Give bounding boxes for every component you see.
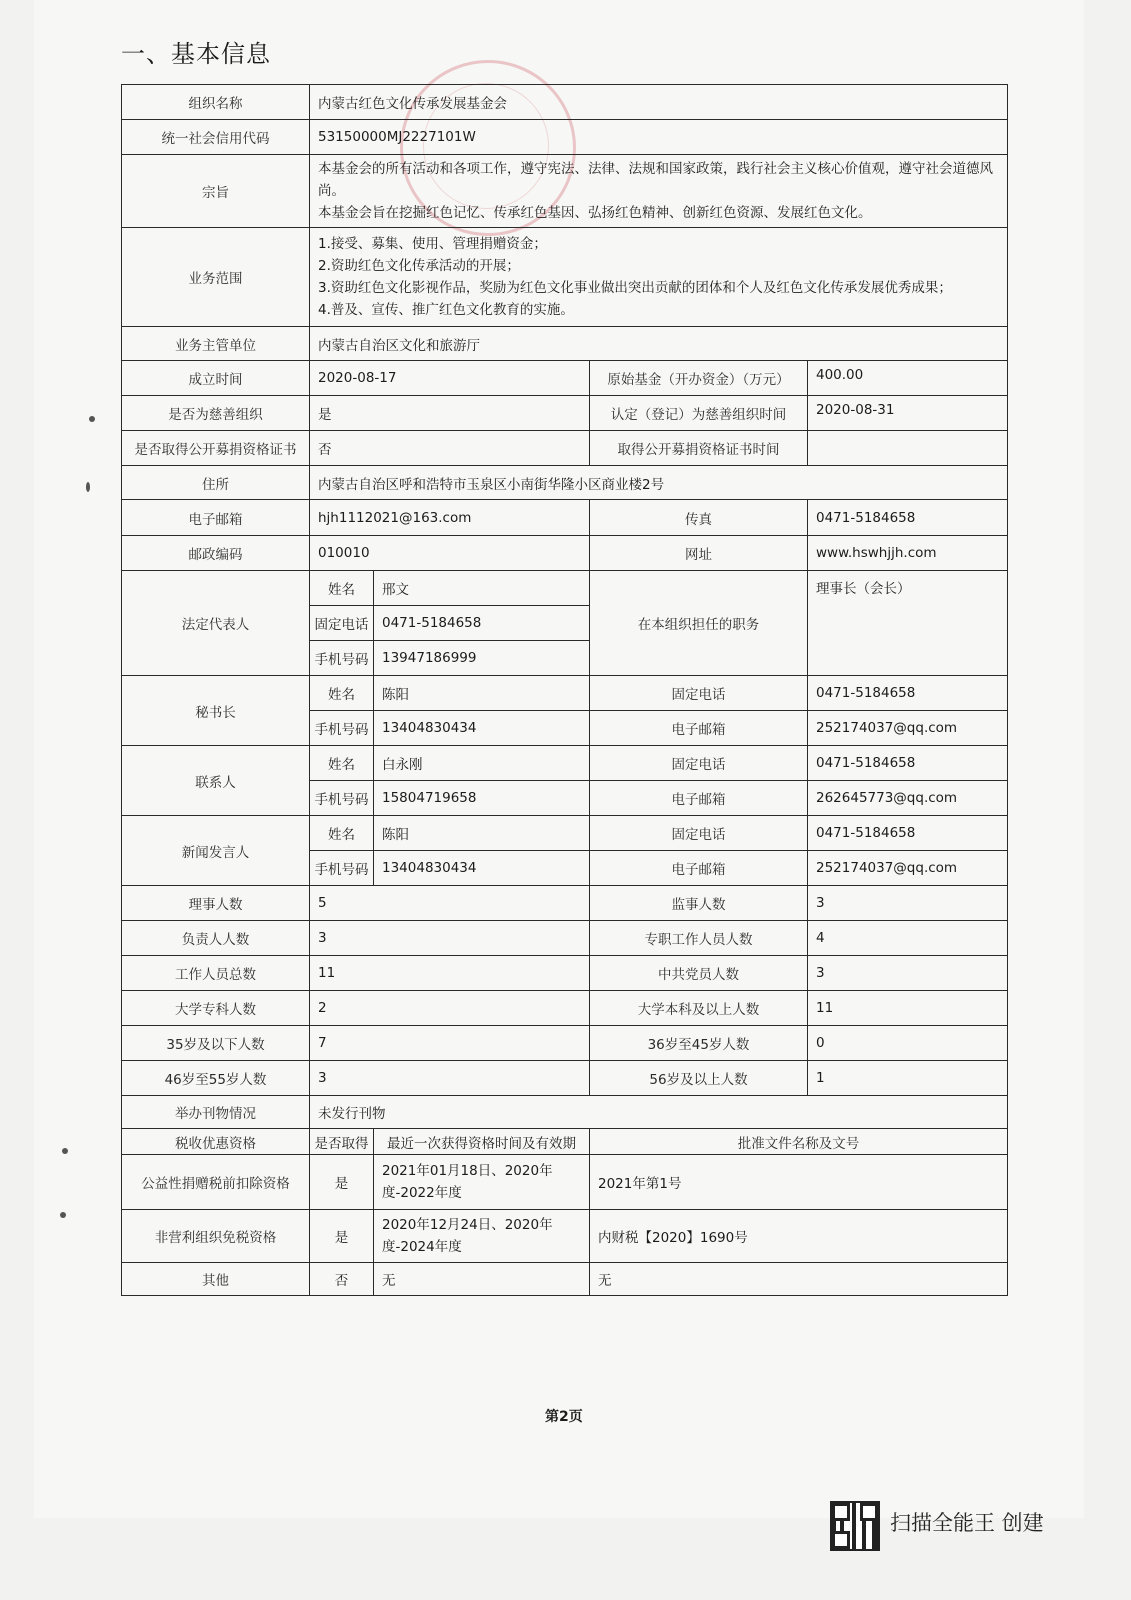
stat-value: 4: [808, 921, 1008, 956]
spokesperson-mobile-label: 手机号码: [310, 851, 374, 886]
founded-label: 成立时间: [122, 361, 310, 396]
legal-rep-position-label: 在本组织担任的职务: [590, 571, 808, 676]
address-label: 住所: [122, 466, 310, 500]
table-row: [122, 466, 1008, 500]
scanner-watermark: [830, 1497, 1090, 1549]
tax-label: 税收优惠资格: [122, 1129, 310, 1155]
table-row: [122, 746, 1008, 781]
charity-date-label: 认定（登记）为慈善组织时间: [590, 396, 808, 431]
tax-row-obtained: 否: [310, 1263, 374, 1296]
scope-line: 1.接受、募集、使用、管理捐赠资金；: [318, 236, 547, 252]
table-row: [122, 500, 1008, 536]
spokesperson-name: 陈阳: [374, 816, 590, 851]
org-name-value: 内蒙古红色文化传承发展基金会: [310, 85, 1008, 120]
scan-speck: [86, 482, 90, 492]
legal-rep-position: 理事长（会长）: [808, 571, 1008, 676]
table-row: [122, 816, 1008, 851]
tax-row-obtained: 是: [310, 1210, 374, 1263]
secretary-phone-label: 固定电话: [590, 676, 808, 711]
credit-code-label: 统一社会信用代码: [122, 120, 310, 155]
scan-speck: [89, 416, 95, 422]
cert-label: 是否取得公开募捐资格证书: [122, 431, 310, 466]
contact-phone: 0471-5184658: [808, 746, 1008, 781]
stat-label: 35岁及以下人数: [122, 1026, 310, 1061]
stat-label: 大学专科人数: [122, 991, 310, 1026]
secretary-phone: 0471-5184658: [808, 676, 1008, 711]
tax-row: [122, 1263, 1008, 1296]
spokesperson-phone-label: 固定电话: [590, 816, 808, 851]
stat-value: 1: [808, 1061, 1008, 1096]
stat-label: 理事人数: [122, 886, 310, 921]
table-row: [122, 327, 1008, 361]
tax-col-time: 最近一次获得资格时间及有效期: [374, 1129, 590, 1155]
scope-line: 2.资助红色文化传承活动的开展；: [318, 258, 520, 274]
tax-row-doc: 内财税【2020】1690号: [590, 1210, 1008, 1263]
credit-code-value: 53150000MJ2227101W: [310, 120, 1008, 155]
tax-row-doc: 无: [590, 1263, 1008, 1296]
scan-speck: [60, 1212, 66, 1218]
postcode-value: 010010: [310, 536, 590, 571]
charity-label: 是否为慈善组织: [122, 396, 310, 431]
table-row: [122, 361, 1008, 396]
spokesperson-mobile: 13404830434: [374, 851, 590, 886]
secretary-mobile: 13404830434: [374, 711, 590, 746]
legal-rep-name: 邢文: [374, 571, 590, 606]
stat-row: [122, 1061, 1008, 1096]
section-title: 一、基本信息: [121, 40, 271, 68]
tax-row: [122, 1155, 1008, 1210]
table-row: [122, 571, 1008, 606]
secretary-name: 陈阳: [374, 676, 590, 711]
stat-value: 3: [808, 886, 1008, 921]
table-row: [122, 396, 1008, 431]
org-name-label: 组织名称: [122, 85, 310, 120]
postcode-label: 邮政编码: [122, 536, 310, 571]
qr-code-icon: [830, 1501, 880, 1551]
table-row: [122, 676, 1008, 711]
stat-value: 3: [310, 921, 590, 956]
tax-row-time: 2021年01月18日、2020年度-2022年度: [374, 1155, 590, 1210]
stat-value: 0: [808, 1026, 1008, 1061]
stat-row: [122, 956, 1008, 991]
founded-value: 2020-08-17: [310, 361, 590, 396]
legal-rep-mobile-label: 手机号码: [310, 641, 374, 676]
contact-mobile: 15804719658: [374, 781, 590, 816]
stat-label: 大学本科及以上人数: [590, 991, 808, 1026]
cert-value: 否: [310, 431, 590, 466]
tax-row: [122, 1210, 1008, 1263]
email-value: hjh1112021@163.com: [310, 500, 590, 536]
purpose-line: 本基金会的所有活动和各项工作，遵守宪法、法律、法规和国家政策，践行社会主义核心价值观，遵守社会道德风尚。: [318, 161, 993, 199]
cert-date-value: [808, 431, 1008, 466]
spokesperson-name-label: 姓名: [310, 816, 374, 851]
stat-label: 负责人人数: [122, 921, 310, 956]
stat-label: 工作人员总数: [122, 956, 310, 991]
stat-value: 5: [310, 886, 590, 921]
scope-line: 3.资助红色文化影视作品，奖励为红色文化事业做出突出贡献的团体和个人及红色文化传承发展优秀成果；: [318, 280, 952, 296]
scan-speck: [62, 1148, 68, 1154]
tax-row-time: 无: [374, 1263, 590, 1296]
tax-row-label: 其他: [122, 1263, 310, 1296]
fax-value: 0471-5184658: [808, 500, 1008, 536]
tax-row-doc: 2021年第1号: [590, 1155, 1008, 1210]
legal-rep-mobile: 13947186999: [374, 641, 590, 676]
supervisor-label: 业务主管单位: [122, 327, 310, 361]
stat-label: 专职工作人员人数: [590, 921, 808, 956]
website-value: www.hswhjjh.com: [808, 536, 1008, 571]
legal-rep-name-label: 姓名: [310, 571, 374, 606]
scope-value: [310, 228, 1008, 327]
fund-label: 原始基金（开办资金）（万元）: [590, 361, 808, 396]
secretary-mobile-label: 手机号码: [310, 711, 374, 746]
tax-col-obtained: 是否取得: [310, 1129, 374, 1155]
spokesperson-email-label: 电子邮箱: [590, 851, 808, 886]
scanner-brand-text: 扫描全能王 创建: [890, 1511, 1044, 1535]
stat-value: 11: [310, 956, 590, 991]
contact-phone-label: 固定电话: [590, 746, 808, 781]
spokesperson-label: 新闻发言人: [122, 816, 310, 886]
website-label: 网址: [590, 536, 808, 571]
stat-label: 56岁及以上人数: [590, 1061, 808, 1096]
spokesperson-email: 252174037@qq.com: [808, 851, 1008, 886]
scope-label: 业务范围: [122, 228, 310, 327]
tax-row-time: 2020年12月24日、2020年度-2024年度: [374, 1210, 590, 1263]
secretary-email: 252174037@qq.com: [808, 711, 1008, 746]
table-row: [122, 228, 1008, 327]
email-label: 电子邮箱: [122, 500, 310, 536]
charity-date-value: 2020-08-31: [808, 396, 1008, 431]
table-row: [122, 1129, 1008, 1155]
contact-name-label: 姓名: [310, 746, 374, 781]
legal-rep-phone-label: 固定电话: [310, 606, 374, 641]
publication-label: 举办刊物情况: [122, 1096, 310, 1129]
contact-email-label: 电子邮箱: [590, 781, 808, 816]
contact-label: 联系人: [122, 746, 310, 816]
contact-mobile-label: 手机号码: [310, 781, 374, 816]
stat-row: [122, 921, 1008, 956]
stat-label: 监事人数: [590, 886, 808, 921]
cert-date-label: 取得公开募捐资格证书时间: [590, 431, 808, 466]
supervisor-value: 内蒙古自治区文化和旅游厅: [310, 327, 1008, 361]
stat-label: 中共党员人数: [590, 956, 808, 991]
table-row: [122, 1096, 1008, 1129]
stat-row: [122, 991, 1008, 1026]
stat-label: 36岁至45岁人数: [590, 1026, 808, 1061]
secretary-label: 秘书长: [122, 676, 310, 746]
fax-label: 传真: [590, 500, 808, 536]
table-row: [122, 85, 1008, 120]
contact-name: 白永刚: [374, 746, 590, 781]
stat-value: 2: [310, 991, 590, 1026]
table-row: [122, 431, 1008, 466]
charity-value: 是: [310, 396, 590, 431]
secretary-name-label: 姓名: [310, 676, 374, 711]
table-row: [122, 155, 1008, 228]
tax-row-obtained: 是: [310, 1155, 374, 1210]
scope-line: 4.普及、宣传、推广红色文化教育的实施。: [318, 302, 574, 318]
secretary-email-label: 电子邮箱: [590, 711, 808, 746]
tax-row-label: 公益性捐赠税前扣除资格: [122, 1155, 310, 1210]
contact-email: 262645773@qq.com: [808, 781, 1008, 816]
publication-value: 未发行刊物: [310, 1096, 1008, 1129]
stat-value: 3: [808, 956, 1008, 991]
stat-value: 3: [310, 1061, 590, 1096]
spokesperson-phone: 0471-5184658: [808, 816, 1008, 851]
tax-col-doc: 批准文件名称及文号: [590, 1129, 1008, 1155]
stat-label: 46岁至55岁人数: [122, 1061, 310, 1096]
basic-info-table: [121, 84, 1008, 1296]
stat-row: [122, 886, 1008, 921]
stat-value: 11: [808, 991, 1008, 1026]
table-row: [122, 120, 1008, 155]
address-value: 内蒙古自治区呼和浩特市玉泉区小南街华隆小区商业楼2号: [310, 466, 1008, 500]
fund-value: 400.00: [808, 361, 1008, 396]
legal-rep-label: 法定代表人: [122, 571, 310, 676]
tax-row-label: 非营利组织免税资格: [122, 1210, 310, 1263]
table-row: [122, 536, 1008, 571]
stat-row: [122, 1026, 1008, 1061]
purpose-value: [310, 155, 1008, 228]
stat-value: 7: [310, 1026, 590, 1061]
purpose-label: 宗旨: [122, 155, 310, 228]
legal-rep-phone: 0471-5184658: [374, 606, 590, 641]
purpose-line: 本基金会旨在挖掘红色记忆、传承红色基因、弘扬红色精神、创新红色资源、发展红色文化。: [318, 205, 872, 221]
page-number: 第2页: [545, 1409, 583, 1425]
